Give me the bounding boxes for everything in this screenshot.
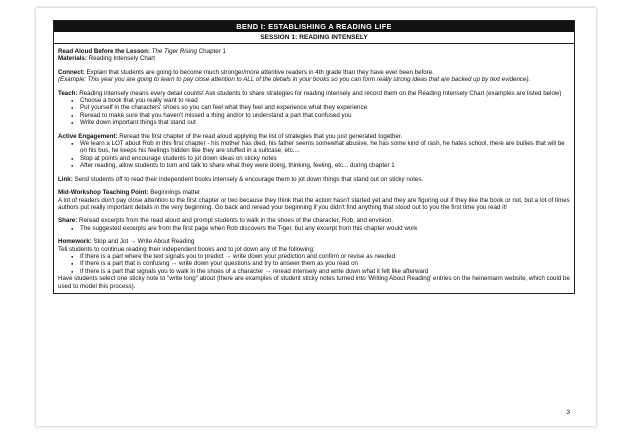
share-text: Reread excerpts from the read aloud and prompt students to walk in the shoes of the character, Rob, and envision. [79, 217, 394, 225]
active-engagement-label: Active Engagement: [58, 132, 118, 140]
read-aloud-label: Read Aloud Before the Lesson: [58, 48, 150, 55]
teach-list [58, 97, 570, 127]
share-label: Share: [58, 217, 78, 225]
teach-section [58, 90, 570, 127]
mid-workshop-title-line [58, 189, 570, 196]
list-item: ● If there is a part where the text signals you to predict → write down your prediction and confirm or revise as needed [80, 253, 570, 260]
homework-list [58, 253, 570, 275]
materials-line [58, 55, 570, 62]
page-number: 3 [566, 409, 570, 416]
active-engagement-section [58, 133, 570, 170]
connect-label: Connect: [58, 68, 85, 76]
connect-text-line [58, 69, 570, 76]
homework-title: Stop and Jot → Write About Reading [93, 238, 195, 246]
list-item: ● If there is a part that signals you to walk in the shoes of a character → reread intensely and write down what it felt like afterward [80, 268, 570, 275]
session-title: SESSION 1: READING INTENSELY [54, 32, 574, 44]
link-line [58, 176, 570, 183]
materials-label: Materials: [58, 55, 87, 63]
connect-section [58, 69, 570, 84]
homework-label: Homework: [58, 238, 92, 246]
active-engagement-text: Reread the first chapter of the read aloud applying the list of strategies that you just generated together. [119, 132, 403, 140]
list-item: ● Write down important things that stand out [80, 119, 570, 126]
link-section [58, 176, 570, 183]
mid-workshop-text: A lot of readers don't pay close attention to the first chapter or two because they think that the action hasn't started yet and they are figuring out if they like the book or not, but a lot of times authors put really important details in the very beginning. Go back and reread your beginning if you didn't find anything that stood out to you the first time you read it! [58, 196, 570, 211]
homework-title-line [58, 238, 570, 245]
list-item: ● If there is a part that is confusing → write down your questions and try to answer them as you read on [80, 260, 570, 267]
link-text: Send students off to read their independent books intensely & encourage them to jot down things that stand out on sticky notes. [74, 175, 424, 183]
teach-text: Reading intensely means every detail counts! Ask students to share strategies for reading intensely and record them on the Reading Intensely Chart (examples are listed below) [79, 89, 562, 97]
list-item: ● We learn a LOT about Rob in this first chapter - his mother has died, his father seems somewhat abusive, he has some kind of rash, he hates school, there are bullies that will be on his bus, he keeps his feelings hidden like they are stuffed in a suitcase, etc.... [80, 140, 570, 155]
connect-text: Explain that students are going to become much stronger/more attentive readers in 4th grade than they have ever been before. [86, 68, 434, 76]
teach-text-line [58, 90, 570, 97]
read-aloud-line [58, 48, 570, 55]
connect-example: (Example: This year you are going to learn to pay close attention to ALL of the details in your books so you can form really strong ideas that are backed up by text evidence). [58, 76, 531, 84]
lesson-plan-box [53, 20, 575, 294]
homework-section [58, 238, 570, 290]
list-item: ● Stop at points and encourage students to jot down ideas on sticky notes [80, 155, 570, 162]
document-page [36, 8, 596, 426]
homework-text: Tell students to continue reading their independent books and to jot down any of the following: [58, 245, 315, 253]
list-item: ● The suggested excerpts are from the first page when Rob discovers the Tiger, but any excerpt from this chapter would work [80, 225, 570, 232]
list-item: ● After reading, allow students to turn and talk to share what they were doing, thinking, feeling, etc... during chapter 1 [80, 162, 570, 169]
list-item: ● Choose a book that you really want to read [80, 97, 570, 104]
materials-value: Reading Intensely Chart [88, 55, 156, 63]
lesson-content [54, 44, 574, 293]
list-item: ● Reread to make sure that you haven't missed a thing and/or to understand a part that confused you [80, 112, 570, 119]
read-aloud-book: The Tiger Rising [151, 48, 197, 55]
mid-workshop-title: Beginnings matter [150, 189, 201, 197]
teach-label: Teach: [58, 89, 78, 97]
bend-title: BEND I: ESTABLISHING A READING LIFE [54, 21, 574, 32]
active-engagement-list [58, 140, 570, 170]
share-line [58, 217, 570, 224]
mid-workshop-section [58, 189, 570, 211]
share-list [58, 225, 570, 232]
share-section [58, 217, 570, 232]
read-aloud-section [58, 48, 570, 63]
read-aloud-chapter: Chapter 1 [198, 48, 226, 55]
mid-workshop-label: Mid-Workshop Teaching Point: [58, 189, 149, 197]
link-label: Link: [58, 175, 73, 183]
homework-closing: Have students select one sticky note to "write long" about (there are examples of student sticky notes turned into 'Writing About Reading' entries on the heinemann website, which could be used to model this process). [58, 275, 570, 290]
active-engagement-line [58, 133, 570, 140]
list-item: ● Put yourself in the characters' shoes so you can feel what they feel and experience what they experience [80, 104, 570, 111]
